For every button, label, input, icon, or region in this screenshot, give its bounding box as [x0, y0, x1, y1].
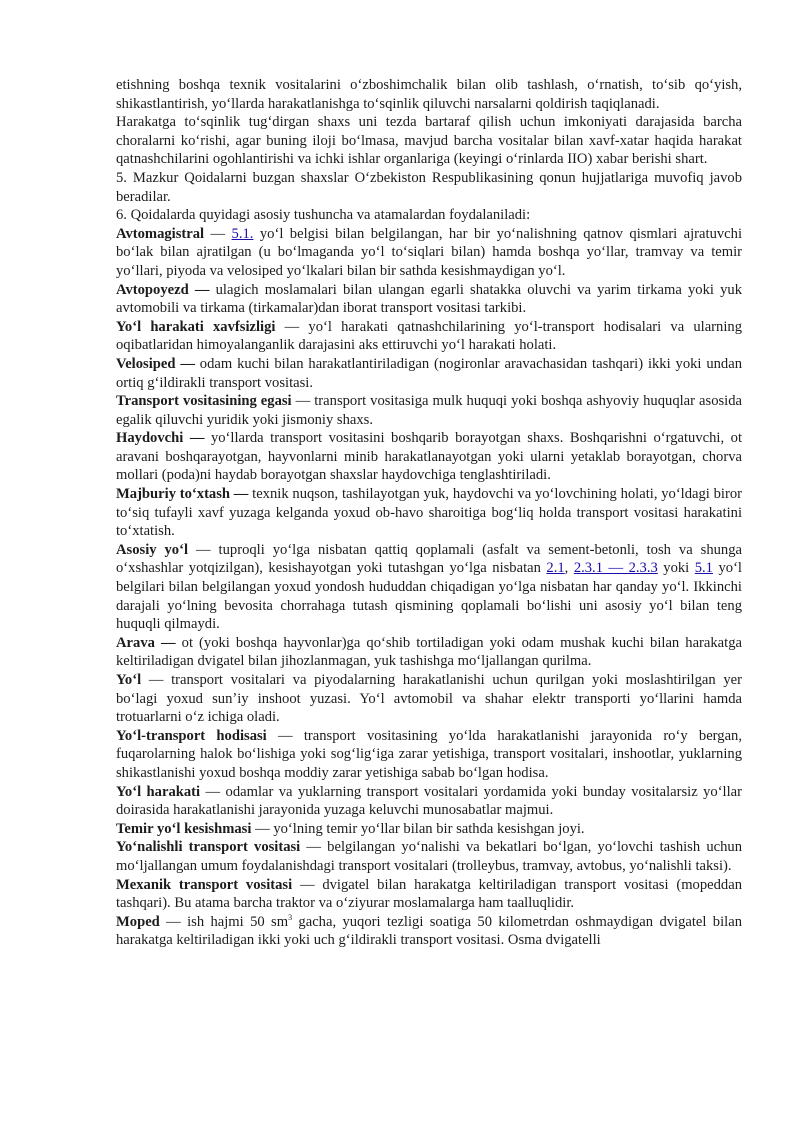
paragraph [116, 355, 742, 392]
text-run: ulagich moslamalari bilan ulangan egarli shatakka oluvchi va yarim tirkama yoki yuk avtomobili va tirkama (tirkamalar)dan iborat transport vositasi tarkibi. [116, 281, 742, 317]
reference-link[interactable]: 5.1 [694, 560, 713, 577]
paragraph [116, 838, 742, 875]
term-heading: Mexanik transport vositasi [116, 876, 293, 893]
paragraph [116, 225, 742, 281]
paragraph [116, 671, 742, 727]
text-run: odam kuchi bilan harakatlantiriladigan (nogironlar aravachasidan tashqari) ikki yoki undan ortiq gʻildirakli transport vositasi. [116, 355, 742, 391]
term-heading: Yoʻl-transport hodisasi [116, 727, 267, 744]
text-run: yoki [657, 560, 695, 577]
paragraph [116, 113, 742, 169]
text-run: — transport vositasining yoʻlda harakatlanishi jarayonida roʻy bergan, fuqarolarning halok boʻlishiga yoki sogʻligʻiga zarar yetishiga, transport vositalari, inshootlar, yuklarning shikastlanishi yoxud boshqa moddiy zarar yetishiga sabab boʻlgan hodisa. [116, 727, 742, 781]
text-run: , [564, 560, 574, 577]
term-heading: Yoʻl harakati [116, 783, 201, 800]
paragraph [116, 392, 742, 429]
text-run: yoʻl belgisi bilan belgilangan, har bir yoʻnalishning qatnov qismlari ajratuvchi boʻlak bilan ajratilgan (u boʻlmaganda yoʻl toʻsiqlari bilan) hamda boshqa yoʻllar, tramvay va temir yoʻllari, piyoda va velosiped yoʻlkalari bilan bir sathda kesishmaydigan yoʻl. [116, 225, 742, 279]
term-heading: Moped [116, 913, 160, 930]
paragraph [116, 541, 742, 634]
paragraph [116, 76, 742, 113]
term-heading: Yoʻl [116, 672, 142, 688]
text-run: — tuproqli yoʻlga nisbatan qattiq qoplamali (asfalt va sement-betonli, tosh va shunga oʻxshashlar yotqizilgan), kesishayotgan yoki tutashgan yoʻlga nisbatan [116, 541, 742, 577]
paragraph [116, 876, 742, 913]
text-run: etishning boshqa texnik vositalarini oʻzboshimchalik bilan olib tashlash, oʻrnatish, toʻsib qoʻyish, shikastlantirish, yoʻllarda harakatlanishga toʻsqinlik qiluvchi narsalarni qoldirish taqiqlanadi. [116, 77, 742, 112]
text-run: — [204, 225, 232, 242]
text-run: — belgilangan yoʻnalishi va bekatlari boʻlgan, yoʻlovchi tashish uchun moʻljallangan umum foydalanishdagi transport vositalari (trolleybus, tramvay, avtobus, yoʻnalishli taksi). [116, 839, 742, 874]
superscript: 3 [288, 912, 293, 922]
text-run: — yoʻl harakati qatnashchilarining yoʻl-transport hodisalari va ularning oqibatlaridan himoyalanganlik darajasini aks ettiruvchi yoʻl harakati holati. [116, 318, 742, 354]
term-heading: Temir yoʻl kesishmasi [116, 820, 252, 837]
term-heading: Transport vositasining egasi [116, 393, 292, 410]
text-run: texnik nuqson, tashilayotgan yuk, haydovchi va yoʻlovchining holati, yoʻldagi biror toʻsiq tufayli xavf yuzaga kelganda yoxud ob-havo sharoitiga bogʻliq holda transport vositasi harakatini toʻxtatish. [116, 486, 742, 540]
text-run: — transport vositasiga mulk huquqi yoki boshqa ashyoviy huquqlar asosida egalik qiluvchi yuridik yoki jismoniy shaxs. [116, 393, 742, 428]
term-heading: Avtopoyezd — [116, 281, 210, 298]
paragraph [116, 318, 742, 355]
term-heading: Yoʻl harakati xavfsizligi [116, 318, 276, 335]
paragraph [116, 820, 742, 839]
reference-link[interactable]: 5.1. [231, 225, 254, 242]
paragraph [116, 913, 742, 950]
text-run: yoʻl belgilari bilan belgilangan yoxud yondosh hududdan chiqadigan yoʻlga nisbatan har qanday yoʻl. Ikkinchi darajali yoʻlning bevosita chorrahaga tutash qismining qoplamali boʻlishi uni asosiy yoʻl bilan teng huquqli qilmaydi. [116, 560, 742, 633]
text-run: gacha, yuqori tezligi soatiga 50 kilometrdan oshmaydigan dvigatel bilan harakatga keltiriladigan ikki yoki uch gʻildirakli transport vositasi. Osma dvigatelli [116, 913, 742, 949]
text-run: — transport vositalari va piyodalarning harakatlanishi uchun qurilgan yoki moslashtirilgan yer boʻlagi yoxud sunʼiy inshoot yuzasi. Yoʻl avtomobil va shahar elektr transporti yoʻllarini hamda trotuarlarni oʻz ichiga oladi. [116, 672, 742, 726]
paragraph [116, 727, 742, 783]
text-run: ot (yoki boshqa hayvonlar)ga qoʻshib tortiladigan yoki odam mushak kuchi bilan harakatga keltiriladigan dvigatel bilan jihozlanmagan, yuk tashishga moʻljallangan qurilma. [116, 634, 742, 670]
reference-link[interactable]: 2.1 [546, 560, 565, 577]
text-run: — yoʻlning temir yoʻllar bilan bir sathda kesishgan joyi. [251, 820, 585, 837]
text-run: 5. Mazkur Qoidalarni buzgan shaxslar Oʻzbekiston Respublikasining qonun hujjatlariga muvofiq javob beradilar. [116, 169, 742, 205]
term-heading: Velosiped — [116, 355, 195, 372]
paragraph [116, 485, 742, 541]
term-heading: Haydovchi — [116, 430, 205, 447]
document-body [116, 76, 742, 950]
paragraph [116, 634, 742, 671]
term-heading: Arava — [116, 634, 176, 651]
text-run: Harakatga toʻsqinlik tugʻdirgan shaxs uni tezda bartaraf qilish uchun imkoniyati darajasida barcha choralarni koʻrishi, agar buning iloji boʻlmasa, mavjud barcha vositalar bilan xavf-xatar haqida harakat qatnashchilarini ogohlantirishi va ichki ishlar organlariga (keyingi oʻrinlarda IIO) xabar berishi shart. [116, 114, 742, 168]
text-run: — dvigatel bilan harakatga keltiriladigan transport vositasi (mopeddan tashqari). Bu atama barcha traktor va oʻziyurar moslamalarga ham taalluqlidir. [116, 876, 742, 912]
term-heading: Asosiy yoʻl [116, 541, 189, 558]
text-run: — ish hajmi 50 sm [159, 913, 289, 930]
paragraph [116, 429, 742, 485]
term-heading: Avtomagistral [116, 225, 205, 242]
paragraph [116, 783, 742, 820]
term-heading: Majburiy toʻxtash — [116, 486, 249, 503]
term-heading: Yoʻnalishli transport vositasi [116, 839, 301, 856]
text-run: yoʻllarda transport vositasini boshqarib borayotgan shaxs. Boshqarishni oʻrgatuvchi, ot aravani boshqarayotgan, hayvonlarni minib harakatlanayotgan yoki ularni yetaklab borayotgan, chorva mollari (poda)ni haydab borayotgan shaxslar haydovchiga tenglashtiriladi. [116, 430, 742, 484]
text-run: — odamlar va yuklarning transport vositalari yordamida yoki bunday vositalarsiz yoʻllar doirasida harakatlanishi jarayonida yuzaga keluvchi munosabatlar majmui. [116, 783, 743, 819]
paragraph [116, 281, 742, 318]
paragraph [116, 206, 742, 225]
text-run: 6. Qoidalarda quyidagi asosiy tushuncha va atamalardan foydalaniladi: [116, 207, 531, 224]
paragraph [116, 169, 742, 206]
reference-link[interactable]: 2.3.1 — 2.3.3 [573, 560, 658, 577]
